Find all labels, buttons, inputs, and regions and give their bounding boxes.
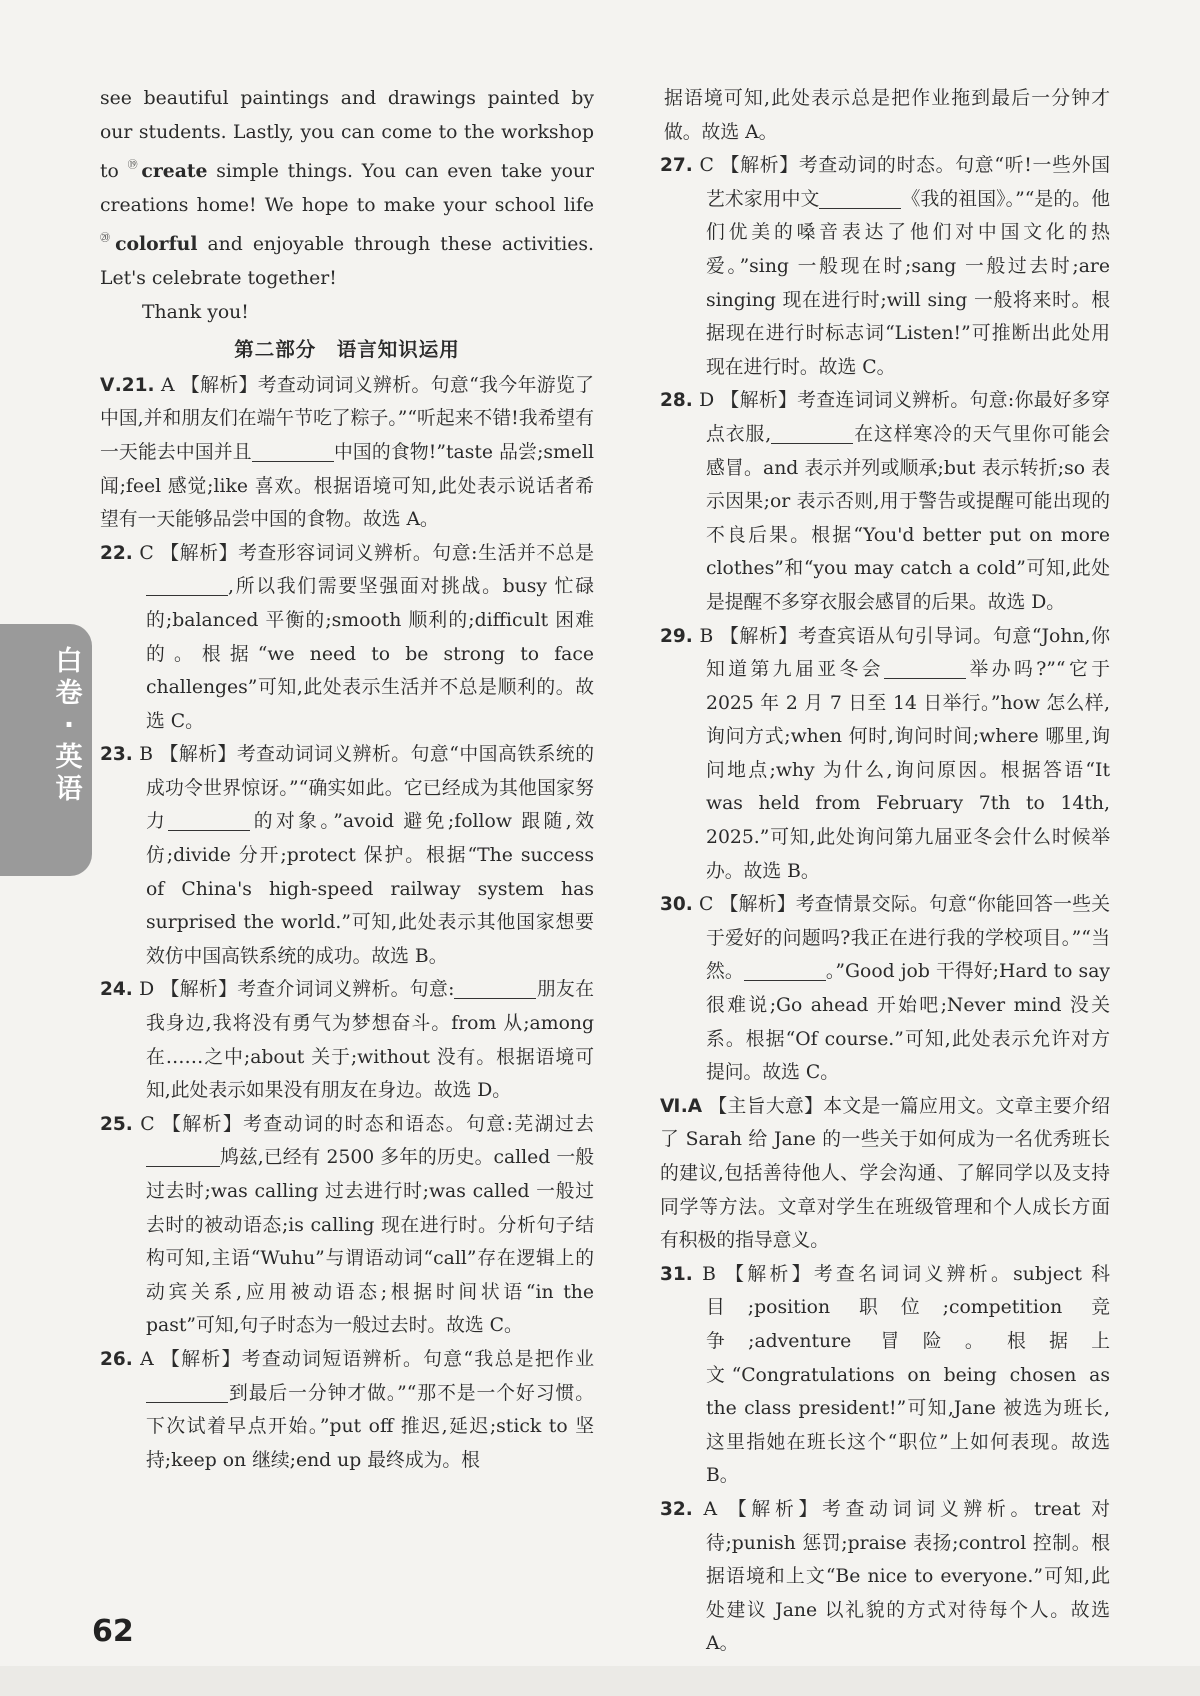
answer-21: Ⅴ.21. A 【解析】考查动词词义辨析。句意“我今年游览了中国,并和朋友们在端午节吃了粽子。”“听起来不错!我希望有一天能去中国并且 中国的食物!”taste 品尝;smell 闻;feel 感觉;like 喜欢。根据语境可知,此处表示说话者希望有一天能够品尝中国的食物。故选 A。	[100, 374, 594, 531]
answer-26-continued: 据语境可知,此处表示总是把作业拖到最后一分钟才做。故选 A。	[664, 88, 1110, 143]
answer-23: 23. B 【解析】考查动词词义辨析。句意“中国高铁系统的成功令世界惊讶。”“确实如此。它已经成为其他国家努力 的对象。”avoid 避免;follow 跟随,效仿;divide 分开;protect 保护。根据“The success of China's high-speed railway system has surprised the world.”可知,此处表示其他国家想要效仿中国高铁系统的成功。故选 B。	[100, 744, 595, 967]
answer-28: 28. D 【解析】考查连词词义辨析。句意:你最好多穿点衣服, 在这样寒冷的天气里你可能会感冒。and 表示并列或顺承;but 表示转折;so 表示因果;or 表示否则,用于警告或提醒可能出现的不良后果。根据“You'd better put on more clothes”和“you may catch a cold”可知,此处是提醒不多穿衣服会感冒的后果。故选 D。	[660, 390, 1110, 613]
answer-31: 31. B 【解析】考查名词词义辨析。subject 科目;position 职位;competition 竞争;adventure 冒险。根据上文“Congratulations on being chosen as the class president!”可知,Jane 被选为班长,这里指她在班长这个“职位”上如何表现。故选 B。	[660, 1263, 1110, 1487]
answer-blank	[146, 1146, 220, 1167]
side-tab-char: 卷	[55, 678, 83, 709]
answer-27: 27. C 【解析】考查动词的时态。句意“听!一些外国艺术家用中文 《我的祖国》。”“是的。他们优美的嗓音表达了他们对中国文化的热爱。”sing 一般现在时;sang 一般过去时;are singing 现在进行时;will sing 一般将来时。根据现在进行时标志词“Listen!”可推断出此处用现在进行时。故选 C。	[660, 155, 1110, 378]
answer-blank	[168, 810, 250, 831]
section-title: 第二部分 语言知识运用	[234, 338, 460, 362]
answer-blank	[884, 658, 966, 679]
answer-22: 22. C 【解析】考查形容词词义辨析。句意:生活并不总是,所以我们需要坚强面对挑战。busy 忙碌的;balanced 平衡的;smooth 顺利的;difficult 困难的。根据“we need to be strong to face challenges”可知,此处表示生活并不总是顺利的。故选 C。	[100, 542, 594, 732]
side-tab-label	[50, 646, 88, 806]
side-tab-char: 白	[55, 646, 83, 677]
answer-26: 26. A 【解析】考查动词短语辨析。句意“我总是把作业到最后一分钟才做。”“那不是一个好习惯。下次试着早点开始。”put off 推迟,延迟;stick to 坚持;keep on 继续;end up 最终成为。根	[100, 1348, 594, 1471]
answer-blank	[771, 423, 853, 444]
answer-29: 29. B 【解析】考查宾语从句引导词。句意“John,你知道第九届亚冬会 举办吗?”“它于 2025 年 2 月 7 日至 14 日举行。”how 怎么样,询问方式;when 何时,询问时间;where 哪里,询问地点;why 为什么,询问原因。根据答语“It was held from February 7th to 14th, 2025.”可知,此处询问第九届亚冬会什么时候举办。故选 B。	[660, 625, 1110, 882]
marker-19: ⑲	[127, 160, 141, 172]
answer-25: 25. C 【解析】考查动词的时态和语态。句意:芜湖过去鸠兹,已经有 2500 多年的历史。called 一般过去时;was calling 过去进行时;was called 一般过去时的被动语态;is calling 现在进行时。分析句子结构可知,主语“Wuhu”与谓语动词“call”存在逻辑上的动宾关系,应用被动语态;根据时间状语“in the past”可知,句子时态为一般过去时。故选 C。	[100, 1113, 594, 1337]
answer-blank	[146, 1382, 228, 1403]
thanks-line: Thank you!	[142, 301, 249, 323]
answer-blank	[146, 575, 228, 596]
intro-paragraph: see beautiful paintings and drawings painted by our students. Lastly, you can come to the workshop to ⑲create simple things. You can even take your creations home! We hope to make your school life ⑳colorful and enjoyable through these activities. Let's celebrate together!	[100, 88, 595, 289]
answer-24: 24. D 【解析】考查介词词义辨析。句意: 朋友在我身边,我将没有勇气为梦想奋斗。from 从;among 在……之中;about 关于;without 没有。根据语境可知,此处表示如果没有朋友在身边。故选 D。	[100, 979, 594, 1102]
side-tab-char: ·	[63, 710, 75, 741]
passage-summary: Ⅵ.A 【主旨大意】本文是一篇应用文。文章主要介绍了 Sarah 给 Jane 的一些关于如何成为一名优秀班长的建议,包括善待他人、学会沟通、了解同学以及支持同学等方法。文章对学生在班级管理和个人成长方面有积极的指导意义。	[660, 1095, 1110, 1252]
answer-30: 30. C 【解析】考查情景交际。句意“你能回答一些关于爱好的问题吗?我正在进行我的学校项目。”“当然。 。”Good job 干得好;Hard to say 很难说;Go ahead 开始吧;Never mind 没关系。根据“Of course.”可知,此处表示允许对方提问。故选 C。	[660, 894, 1111, 1084]
page-number: 62	[92, 1614, 134, 1649]
answer-blank	[454, 978, 536, 999]
answer-blank	[744, 960, 826, 981]
answer-32: 32. A 【解析】考查动词词义辨析。treat 对待;punish 惩罚;praise 表扬;control 控制。根据语境和上文“Be nice to everyone.”可知,此处建议 Jane 以礼貌的方式对待每个人。故选 A。	[660, 1498, 1110, 1655]
right-column	[660, 82, 1110, 1695]
left-column	[100, 82, 594, 1477]
side-tab-char: 英	[55, 742, 83, 773]
marker-20: ⑳	[100, 233, 115, 245]
answer-blank	[819, 188, 901, 209]
bottom-margin	[0, 1666, 1200, 1696]
side-tab-char: 语	[55, 774, 83, 805]
answer-blank	[252, 441, 334, 462]
